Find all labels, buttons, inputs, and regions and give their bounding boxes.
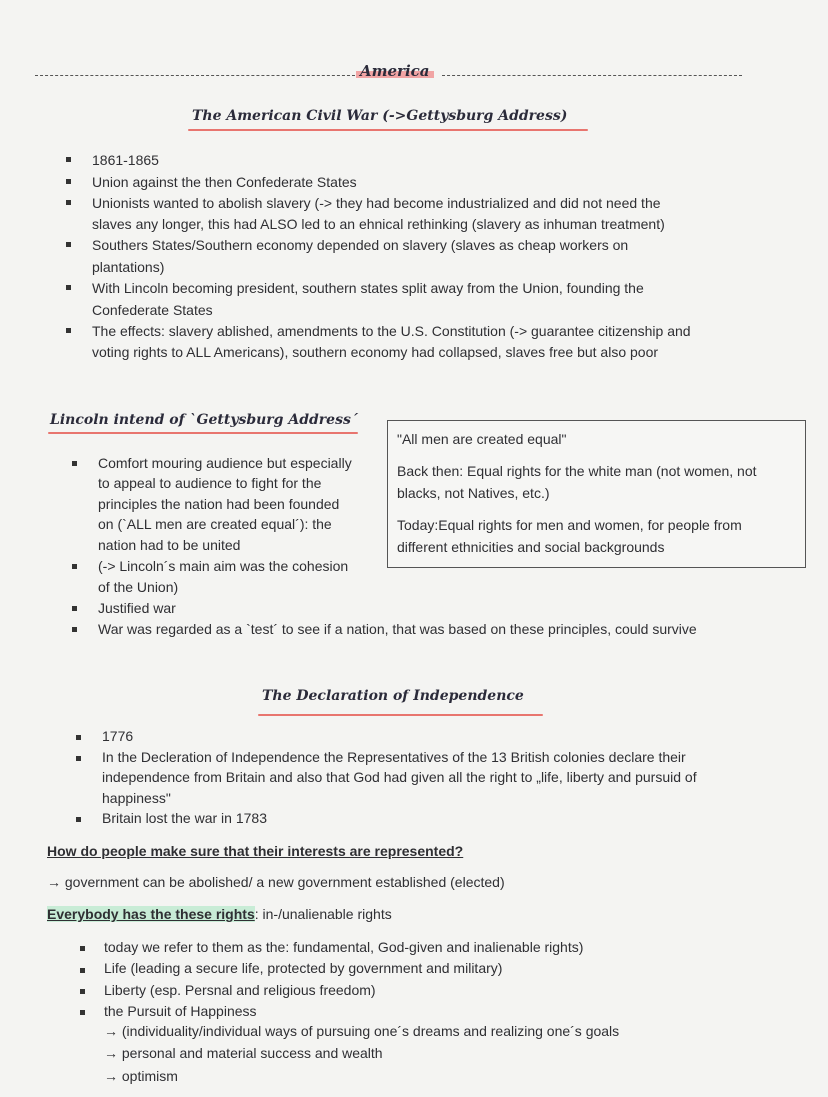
bullet-marker <box>66 242 71 247</box>
declaration-title-underline <box>258 714 543 716</box>
bullet-marker <box>66 285 71 290</box>
list-item-continued: to appeal to audience to fight for the <box>98 475 322 491</box>
rights-label: Everybody has the these rights <box>47 906 255 922</box>
list-item: Justified war <box>98 600 176 616</box>
list-item-continued: slaves any longer, this had ALSO led to an ehnical rethinking (slavery as inhuman treatment) <box>92 216 665 232</box>
bullet-marker <box>72 606 77 611</box>
box-today-line: different ethnicities and social backgrounds <box>397 539 665 555</box>
answer-line: → government can be abolished/ a new government established (elected) <box>47 874 505 890</box>
question-heading: How do people make sure that their interests are represented? <box>47 843 464 859</box>
bullet-marker <box>76 756 81 761</box>
rights-rest: : in-/unalienable rights <box>254 906 392 922</box>
list-item: The effects: slavery ablished, amendments to the U.S. Constitution (-> guarantee citizenship and <box>92 323 691 339</box>
rights-heading <box>47 904 392 925</box>
bullet-marker <box>66 328 71 333</box>
civil-war-title-underline <box>188 129 588 131</box>
list-item: In the Decleration of Independence the Representatives of the 13 British colonies declare their <box>102 749 686 765</box>
sub-item: → optimism <box>104 1068 178 1084</box>
bullet-marker <box>66 179 71 184</box>
list-item: 1861-1865 <box>92 152 159 168</box>
box-quote: "All men are created equal" <box>397 431 567 447</box>
bullet-marker <box>66 157 71 162</box>
list-item: With Lincoln becoming president, southern states split away from the Union, founding the <box>92 280 644 296</box>
list-item: War was regarded as a `test´ to see if a nation, that was based on these principles, could survive <box>98 621 697 637</box>
box-then-line: blacks, not Natives, etc.) <box>397 485 550 501</box>
lincoln-title-underline <box>48 432 358 434</box>
list-item-continued: voting rights to ALL Americans), southern economy had collapsed, slaves free but also poor <box>92 344 659 360</box>
list-item: Comfort mouring audience but especially <box>98 455 352 471</box>
list-item: the Pursuit of Happiness <box>104 1003 257 1019</box>
list-item-continued: on (`ALL men are created equal´): the <box>98 516 332 532</box>
list-item: Unionists wanted to abolish slavery (-> they had become industrialized and did not need the <box>92 195 661 211</box>
list-item-continued: of the Union) <box>98 579 179 595</box>
sub-item: → (individuality/individual ways of pursuing one´s dreams and realizing one´s goals <box>104 1023 620 1039</box>
bullet-marker <box>80 989 85 994</box>
box-then-line: Back then: Equal rights for the white man (not women, not <box>397 463 757 479</box>
civil-war-title: The American Civil War (->Gettysburg Address) <box>192 108 568 124</box>
list-item: Southers States/Southern economy depended on slavery (slaves as cheap workers on <box>92 237 629 253</box>
bullet-marker <box>72 627 77 632</box>
list-item: Life (leading a secure life, protected by government and military) <box>104 960 503 976</box>
list-item-continued: plantations) <box>92 259 165 275</box>
equality-box <box>387 420 806 568</box>
header-divider-right <box>442 75 742 76</box>
list-item-continued: independence from Britain and also that God had given all the right to „life, liberty and pursuid of <box>102 769 697 785</box>
list-item-continued: Confederate States <box>92 302 213 318</box>
bullet-marker <box>80 968 85 973</box>
bullet-marker <box>80 1010 85 1015</box>
bullet-marker <box>76 817 81 822</box>
bullet-marker <box>66 200 71 205</box>
list-item: Britain lost the war in 1783 <box>102 810 267 826</box>
bullet-marker <box>72 564 77 569</box>
bullet-marker <box>72 461 77 466</box>
list-item: Liberty (esp. Persnal and religious freedom) <box>104 982 376 998</box>
box-today-line: Today:Equal rights for men and women, for people from <box>397 517 742 533</box>
list-item-continued: principles the nation had been founded <box>98 496 340 512</box>
list-item: (-> Lincoln´s main aim was the cohesion <box>98 558 349 574</box>
list-item-continued: happiness" <box>102 790 171 806</box>
list-item: Union against the then Confederate States <box>92 174 357 190</box>
list-item: today we refer to them as the: fundamental, God-given and inalienable rights) <box>104 939 584 955</box>
lincoln-section-title: Lincoln intend of `Gettysburg Address´ <box>50 412 358 428</box>
list-item: 1776 <box>102 728 134 744</box>
list-item-continued: nation had to be united <box>98 537 241 553</box>
bullet-marker <box>80 946 85 951</box>
sub-item: → personal and material success and wealth <box>104 1045 383 1061</box>
page-subject: America <box>360 62 430 80</box>
declaration-title: The Declaration of Independence <box>262 688 524 704</box>
header-divider-left <box>35 75 355 76</box>
bullet-marker <box>76 735 81 740</box>
